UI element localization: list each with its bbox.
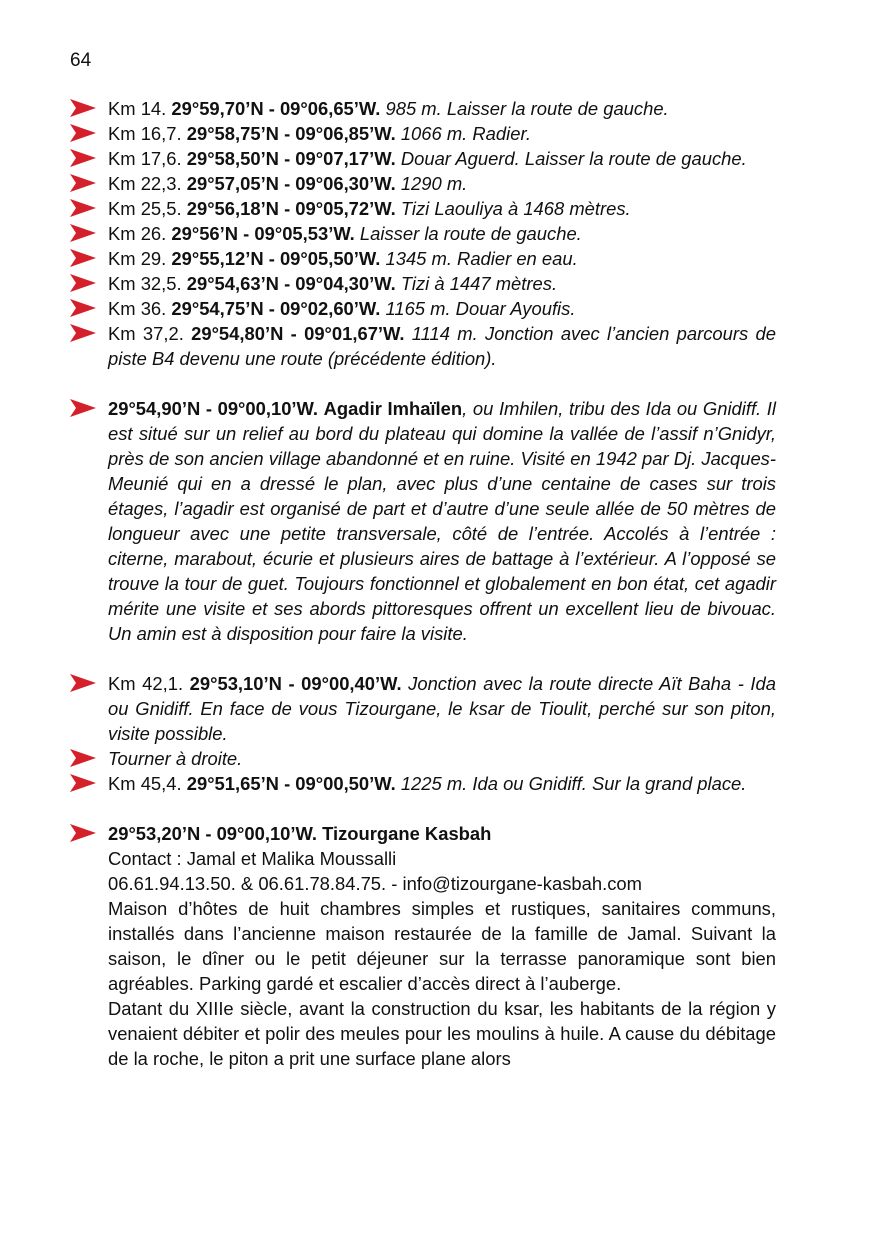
bullet-arrow-icon [70, 274, 98, 292]
route-km: Km 16,7. [108, 123, 182, 144]
kasbah-entry [70, 821, 776, 1071]
page-content [70, 96, 776, 1071]
route-km: Km 45,4. [108, 773, 182, 794]
route-km: Km 29. [108, 248, 167, 269]
route-note: 1345 m. Radier en eau. [385, 248, 578, 269]
route-note: Jonction avec la route directe Aït Baha - Ida ou Gnidiff. En face de vous Tizourgane, le ksar de Tioulit, perché sur son piton, visite possible. [108, 673, 776, 744]
route-note: 1225 m. Ida ou Gnidiff. Sur la grand place. [400, 773, 747, 794]
bullet-arrow-icon [70, 749, 98, 767]
bullet-arrow-icon [70, 99, 98, 117]
route-note: 1290 m. [400, 173, 468, 194]
route-item [70, 221, 776, 246]
route-item [70, 671, 776, 746]
route-item [70, 321, 776, 371]
route-coords: 29°53,10’N - 09°00,40’W. [189, 673, 402, 694]
route-item [70, 96, 776, 121]
bullet-arrow-icon [70, 124, 98, 142]
route-km: Km 42,1. [108, 673, 184, 694]
route-km: Km 25,5. [108, 198, 182, 219]
route-km: Km 22,3. [108, 173, 182, 194]
route-km: Km 32,5. [108, 273, 182, 294]
bullet-arrow-icon [70, 399, 98, 417]
route-coords: 29°59,70’N - 09°06,65’W. [171, 98, 381, 119]
route-item [70, 271, 776, 296]
route-km: Km 36. [108, 298, 167, 319]
route-item [70, 171, 776, 196]
route-note: Tourner à droite. [108, 748, 243, 769]
kasbah-contact: Contact : Jamal et Malika Moussalli [108, 848, 397, 869]
route-item [70, 296, 776, 321]
route-list [70, 96, 776, 371]
route-note: Tizi à 1447 mètres. [400, 273, 558, 294]
agadir-description: , ou Imhilen, tribu des Ida ou Gnidiff. Il est situé sur un relief au bord du plateau qui domine la vallée de l’assif n’Gnidyr, près de son ancien village abandonné et en ruine. Visité en 1942 par Dj. Jacques-Meunié qui en a dressé le plan, avec plus d’une centaine de cases sur trois étages, l’agadir est organisé de part et d’autre d’une seule allée de 50 mètres de longueur avec une petite transversale, côté de l’entrée. Accolés à l’entrée : citerne, marabout, écurie et plusieurs aires de battage à l’extérieur. A l’opposé se trouve la tour de guet. Toujours fonctionnel et globalement en bon état, cet agadir mérite une visite et ses abords pittoresques offrent un excellent lieu de bivouac. Un amin est à disposition pour faire la visite. [108, 398, 776, 644]
route-note: 1165 m. Douar Ayoufis. [385, 298, 576, 319]
bullet-arrow-icon [70, 174, 98, 192]
route-km: Km 37,2. [108, 323, 184, 344]
bullet-arrow-icon [70, 224, 98, 242]
page-number: 64 [70, 50, 92, 71]
bullet-arrow-icon [70, 299, 98, 317]
agadir-name: Agadir Imhaïlen [323, 398, 463, 419]
agadir-coords: 29°54,90’N - 09°00,10’W. [108, 398, 318, 419]
bullet-arrow-icon [70, 774, 98, 792]
route-coords: 29°57,05’N - 09°06,30’W. [186, 173, 396, 194]
route-note: Douar Aguerd. Laisser la route de gauche. [400, 148, 747, 169]
bullet-arrow-icon [70, 199, 98, 217]
route-note: Tizi Laouliya à 1468 mètres. [400, 198, 631, 219]
route-coords: 29°54,80’N - 09°01,67’W. [191, 323, 405, 344]
route-note: 985 m. Laisser la route de gauche. [385, 98, 669, 119]
kasbah-paragraph-2: Datant du XIIIe siècle, avant la construction du ksar, les habitants de la région y venaient débiter et polir des meules pour les moulins à huile. A cause du débitage de la roche, le piton a prit une surface plane alors [108, 998, 776, 1069]
route-item [70, 246, 776, 271]
bullet-arrow-icon [70, 824, 98, 842]
kasbah-title: 29°53,20’N - 09°00,10’W. Tizourgane Kasbah [108, 823, 492, 844]
route-note: 1066 m. Radier. [400, 123, 531, 144]
bullet-arrow-icon [70, 324, 98, 342]
agadir-entry [70, 396, 776, 646]
route-coords: 29°51,65’N - 09°00,50’W. [186, 773, 396, 794]
route-coords: 29°56,18’N - 09°05,72’W. [186, 198, 396, 219]
route-note: 1114 m. Jonction avec l’ancien parcours de piste B4 devenu une route (précédente édition). [108, 323, 776, 369]
route-km: Km 17,6. [108, 148, 182, 169]
route-coords: 29°55,12’N - 09°05,50’W. [171, 248, 381, 269]
route-item [70, 146, 776, 171]
route-item [70, 121, 776, 146]
route-coords: 29°58,75’N - 09°06,85’W. [186, 123, 396, 144]
kasbah-paragraph-1: Maison d’hôtes de huit chambres simples et rustiques, sanitaires communs, installés dans l’ancienne maison restaurée de la famille de Jamal. Suivant la saison, le dîner ou le petit déjeuner sur la terrasse panoramique sont bien agréables. Parking gardé et escalier d’accès direct à l’auberge. [108, 898, 776, 994]
route-list-2 [70, 671, 776, 796]
route-km: Km 14. [108, 98, 167, 119]
route-item [70, 746, 776, 771]
bullet-arrow-icon [70, 249, 98, 267]
route-km: Km 26. [108, 223, 167, 244]
route-item [70, 196, 776, 221]
kasbah-phones: 06.61.94.13.50. & 06.61.78.84.75. - info@tizourgane-kasbah.com [108, 873, 642, 894]
route-note: Laisser la route de gauche. [359, 223, 582, 244]
bullet-arrow-icon [70, 149, 98, 167]
route-coords: 29°54,63’N - 09°04,30’W. [186, 273, 396, 294]
bullet-arrow-icon [70, 674, 98, 692]
route-coords: 29°54,75’N - 09°02,60’W. [171, 298, 381, 319]
route-coords: 29°56’N - 09°05,53’W. [171, 223, 355, 244]
route-item [70, 771, 776, 796]
route-coords: 29°58,50’N - 09°07,17’W. [186, 148, 396, 169]
